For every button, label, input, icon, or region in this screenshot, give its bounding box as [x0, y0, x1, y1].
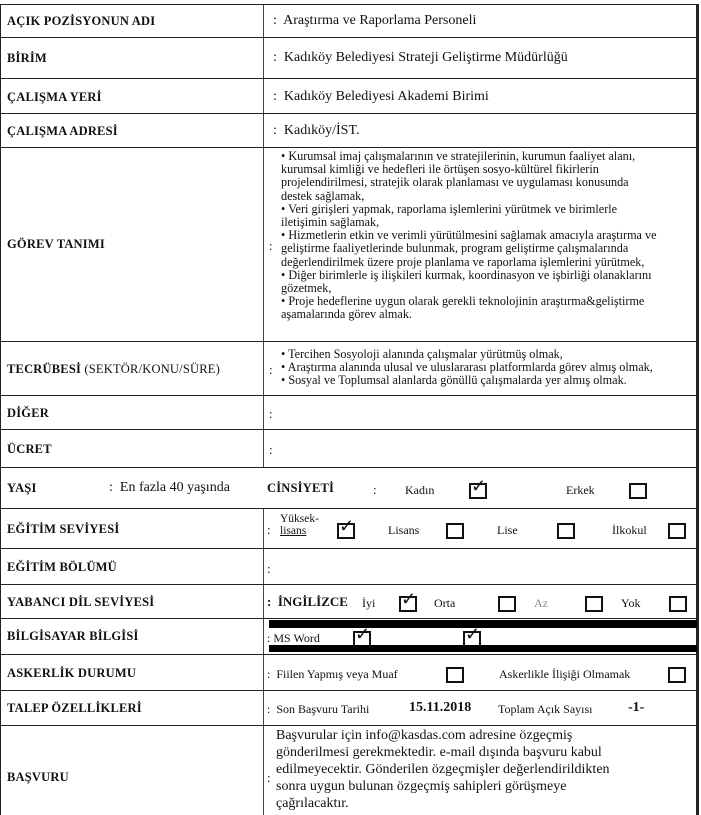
checkmark-icon: ✓	[401, 589, 417, 609]
label-age: YAŞI	[7, 481, 37, 495]
department-colon: :	[267, 561, 271, 576]
option-little: Az	[534, 596, 548, 610]
checkbox-male[interactable]	[629, 483, 647, 499]
label-education: EĞİTİM SEVİYESİ	[7, 522, 120, 536]
label-gender: CİNSİYETİ	[267, 481, 335, 495]
label-unit: BİRİM	[7, 51, 47, 65]
option-male: Erkek	[566, 483, 595, 497]
label-duty: GÖREV TANIMI	[7, 237, 105, 251]
value-address: : Kadıköy/İST.	[273, 123, 360, 138]
option-highschool: Lise	[497, 523, 518, 537]
checkmark-icon: ✓	[465, 624, 481, 644]
apply-line: çağrılacaktır.	[276, 796, 349, 811]
salary-colon: :	[269, 442, 273, 457]
row-computer	[0, 618, 697, 654]
apply-line: gönderilmesi gerekmektedir. e-mail dışında başvuru kabul	[276, 745, 602, 760]
row-language	[0, 584, 697, 618]
option-medium: Orta	[434, 596, 456, 610]
experience-text	[281, 348, 695, 388]
option-bachelor: Lisans	[388, 523, 420, 537]
duty-line: destek sağlamak,	[281, 188, 365, 203]
row-age	[0, 467, 697, 508]
count-value: -1-	[628, 700, 645, 715]
checkmark-icon: ✓	[471, 476, 487, 496]
row-workplace	[0, 78, 697, 113]
checkbox-bachelor[interactable]	[446, 523, 464, 539]
duty-line: projelendirilmesi, stratejik olarak planlaması ve uygulaması konusunda	[281, 175, 629, 190]
apply-line: sonra uygun bulunan özgeçmiş sahipleri görüşmeye	[276, 779, 567, 794]
duty-line: • Kurumsal imaj çalışmalarının ve stratejilerinin, kurumun faaliyet alanı,	[281, 149, 636, 163]
education-colon: :	[267, 522, 271, 537]
apply-colon: :	[267, 770, 271, 785]
value-unit: : Kadıköy Belediyesi Strateji Geliştirme Müdürlüğü	[273, 50, 568, 65]
row-request	[0, 690, 697, 725]
apply-text	[276, 727, 694, 812]
checkbox-not-related[interactable]	[668, 667, 686, 683]
checkbox-done-exempt[interactable]	[446, 667, 464, 683]
row-duty	[0, 147, 697, 341]
row-address	[0, 113, 697, 147]
row-military	[0, 654, 697, 690]
value-workplace: : Kadıköy Belediyesi Akademi Birimi	[273, 89, 489, 104]
option-none: Yok	[621, 596, 641, 610]
option-not-related: Askerlikle İlişiği Olmamak	[499, 667, 631, 681]
duty-text	[281, 150, 695, 322]
value-computer: : MS Word	[267, 631, 320, 645]
duty-line: • Hizmetlerin etkin ve verimli yürütülmesini sağlamak amacıyla araştırma ve	[281, 228, 657, 243]
row-department	[0, 548, 697, 584]
row-salary	[0, 429, 697, 467]
option-good: İyi	[362, 596, 376, 610]
label-request: TALEP ÖZELLİKLERİ	[7, 701, 142, 715]
other-colon: :	[269, 406, 273, 421]
checkbox-primary[interactable]	[668, 523, 686, 539]
row-experience	[0, 341, 697, 395]
gender-colon: :	[373, 482, 377, 497]
option-masters: Yüksek- lisans	[280, 513, 319, 537]
option-female: Kadın	[405, 483, 435, 497]
row-apply	[0, 725, 697, 815]
label-military: ASKERLİK DURUMU	[7, 666, 137, 680]
experience-line: • Araştırma alanında ulusal ve uluslararası platformlarda görev almış olmak,	[281, 360, 653, 375]
language-name: : İNGİLİZCE	[267, 594, 348, 609]
label-computer: BİLGİSAYAR BİLGİSİ	[7, 629, 139, 643]
duty-line: • Diğer birimlerle iş ilişkileri kurmak, koordinasyon ve işbirliği olanaklarını	[281, 267, 652, 282]
value-age: : En fazla 40 yaşında	[109, 480, 230, 495]
label-experience: TECRÜBESİ (SEKTÖR/KONU/SÜRE)	[7, 362, 220, 376]
option-primary: İlkokul	[612, 523, 647, 537]
label-language: YABANCI DİL SEVİYESİ	[7, 595, 155, 609]
label-other: DİĞER	[7, 406, 49, 420]
apply-line: edilmeyecektir. Gönderilen özgeçmişler değerlendirildikten	[276, 762, 610, 777]
row-position	[0, 4, 697, 37]
duty-line: • Veri girişleri yapmak, raporlama işlemlerini yürütmek ve birimlerle	[281, 201, 618, 216]
checkmark-icon: ✓	[355, 624, 371, 644]
label-address: ÇALIŞMA ADRESİ	[7, 124, 118, 138]
redaction-bar	[269, 620, 697, 628]
duty-line: • Proje hedeflerine uygun olarak gerekli teknolojinin araştırma&geliştirme	[281, 294, 645, 309]
checkbox-highschool[interactable]	[557, 523, 575, 539]
duty-line: iletişimin sağlamak,	[281, 215, 380, 230]
checkbox-little[interactable]	[585, 596, 603, 612]
row-unit	[0, 37, 697, 78]
count-label: Toplam Açık Sayısı	[498, 702, 593, 716]
duty-line: değerlendirilmek üzere proje planlama ve raporlama işlemlerini yürütmek,	[281, 254, 645, 269]
label-workplace: ÇALIŞMA YERİ	[7, 90, 102, 104]
duty-line: geliştirme faaliyetlerinde bulunmak, program geliştirme çalışmalarında	[281, 241, 629, 256]
experience-line: • Tercihen Sosyoloji alanında çalışmalar yürütmüş olmak,	[281, 347, 563, 361]
experience-colon: :	[269, 362, 273, 377]
checkbox-medium[interactable]	[498, 596, 516, 612]
row-other	[0, 395, 697, 429]
deadline-value: 15.11.2018	[409, 700, 472, 715]
label-apply: BAŞVURU	[7, 770, 69, 784]
label-department: EĞİTİM BÖLÜMÜ	[7, 560, 117, 574]
redaction-bar	[269, 645, 697, 652]
duty-colon: :	[269, 238, 273, 253]
checkmark-icon: ✓	[339, 516, 355, 536]
value-position: : Araştırma ve Raporlama Personeli	[273, 13, 477, 28]
label-salary: ÜCRET	[7, 442, 52, 456]
table-right-border	[697, 4, 699, 815]
row-education	[0, 508, 697, 548]
label-position: AÇIK POZİSYONUN ADI	[7, 14, 156, 28]
duty-line: aşamalarında görev almak.	[281, 307, 412, 322]
duty-line: kurumsal kimliği ve hedefleri ile örtüşen sosyo-kültürel fikirlerin	[281, 162, 599, 177]
checkbox-none[interactable]	[669, 596, 687, 612]
option-done-exempt: : Fiilen Yapmış veya Muaf	[267, 667, 398, 681]
apply-line: Başvurular için info@kasdas.com adresine özgeçmiş	[276, 728, 573, 743]
experience-line: • Sosyal ve Toplumsal alanlarda gönüllü çalışmalarda yer almış olmak.	[281, 373, 627, 388]
duty-line: gözetmek,	[281, 281, 332, 296]
deadline-label: : Son Başvuru Tarihi	[267, 702, 370, 716]
